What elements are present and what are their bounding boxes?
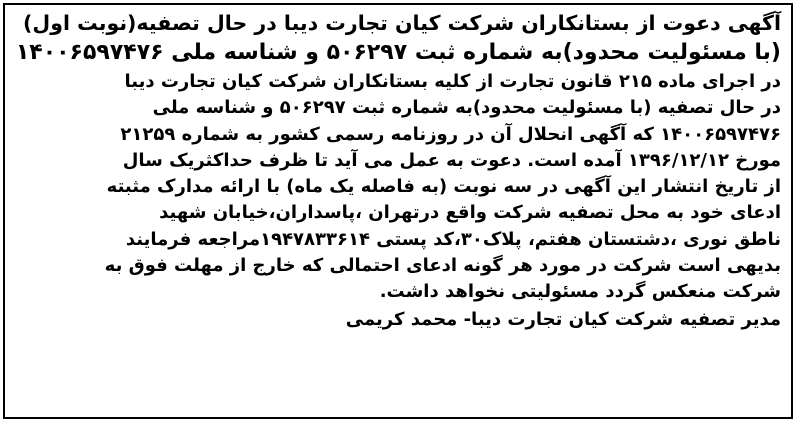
title-line-1: آگهی دعوت از بستانکاران شرکت کیان تجارت دیبا در حال تصفیه(نوبت اول)	[23, 11, 781, 35]
body-line-8: بدیهی است شرکت در مورد هر گونه ادعای احتمالی که خارج از مهلت فوق به	[104, 255, 781, 277]
body-line-4: مورخ ۱۳۹۶/۱۲/۱۲ آمده است. دعوت به عمل می آید تا ظرف حداکثریک سال	[122, 149, 781, 171]
body-line-7: ناطق نوری ،دشتستان هفتم، پلاک۳۰،کد پستی ۱۹۴۷۸۳۳۶۱۴مراجعه فرمایند	[125, 228, 781, 250]
notice-title	[15, 9, 781, 67]
body-line-9: شرکت منعکس گردد مسئولیتی نخواهد داشت.	[379, 281, 781, 303]
body-line-2: در حال تصفیه (با مسئولیت محدود)به شماره ثبت ۵۰۶۲۹۷ و شناسه ملی	[152, 97, 781, 119]
notice-signature: مدیر تصفیه شرکت کیان تجارت دیبا- محمد کریمی	[345, 308, 781, 330]
body-line-1: در اجرای ماده ۲۱۵ قانون تجارت از کلیه بستانکاران شرکت کیان تجارت دیبا	[124, 71, 781, 92]
notice-body	[15, 69, 781, 306]
body-line-6: ادعای خود به محل تصفیه شرکت واقع درتهران ،پاسداران،خیابان شهید	[159, 202, 781, 224]
title-line-2: (با مسئولیت محدود)به شماره ثبت ۵۰۶۲۹۷ و شناسه ملی ۱۴۰۰۶۵۹۷۴۷۶	[15, 40, 781, 65]
notice-box	[3, 3, 793, 419]
body-line-5: از تاریخ انتشار این آگهی در سه نوبت (به فاصله یک ماه) با ارائه مدارک مثبته	[106, 176, 781, 198]
body-line-3: ۱۴۰۰۶۵۹۷۴۷۶ که آگهی انحلال آن در روزنامه رسمی کشور به شماره ۲۱۲۵۹	[120, 123, 781, 145]
